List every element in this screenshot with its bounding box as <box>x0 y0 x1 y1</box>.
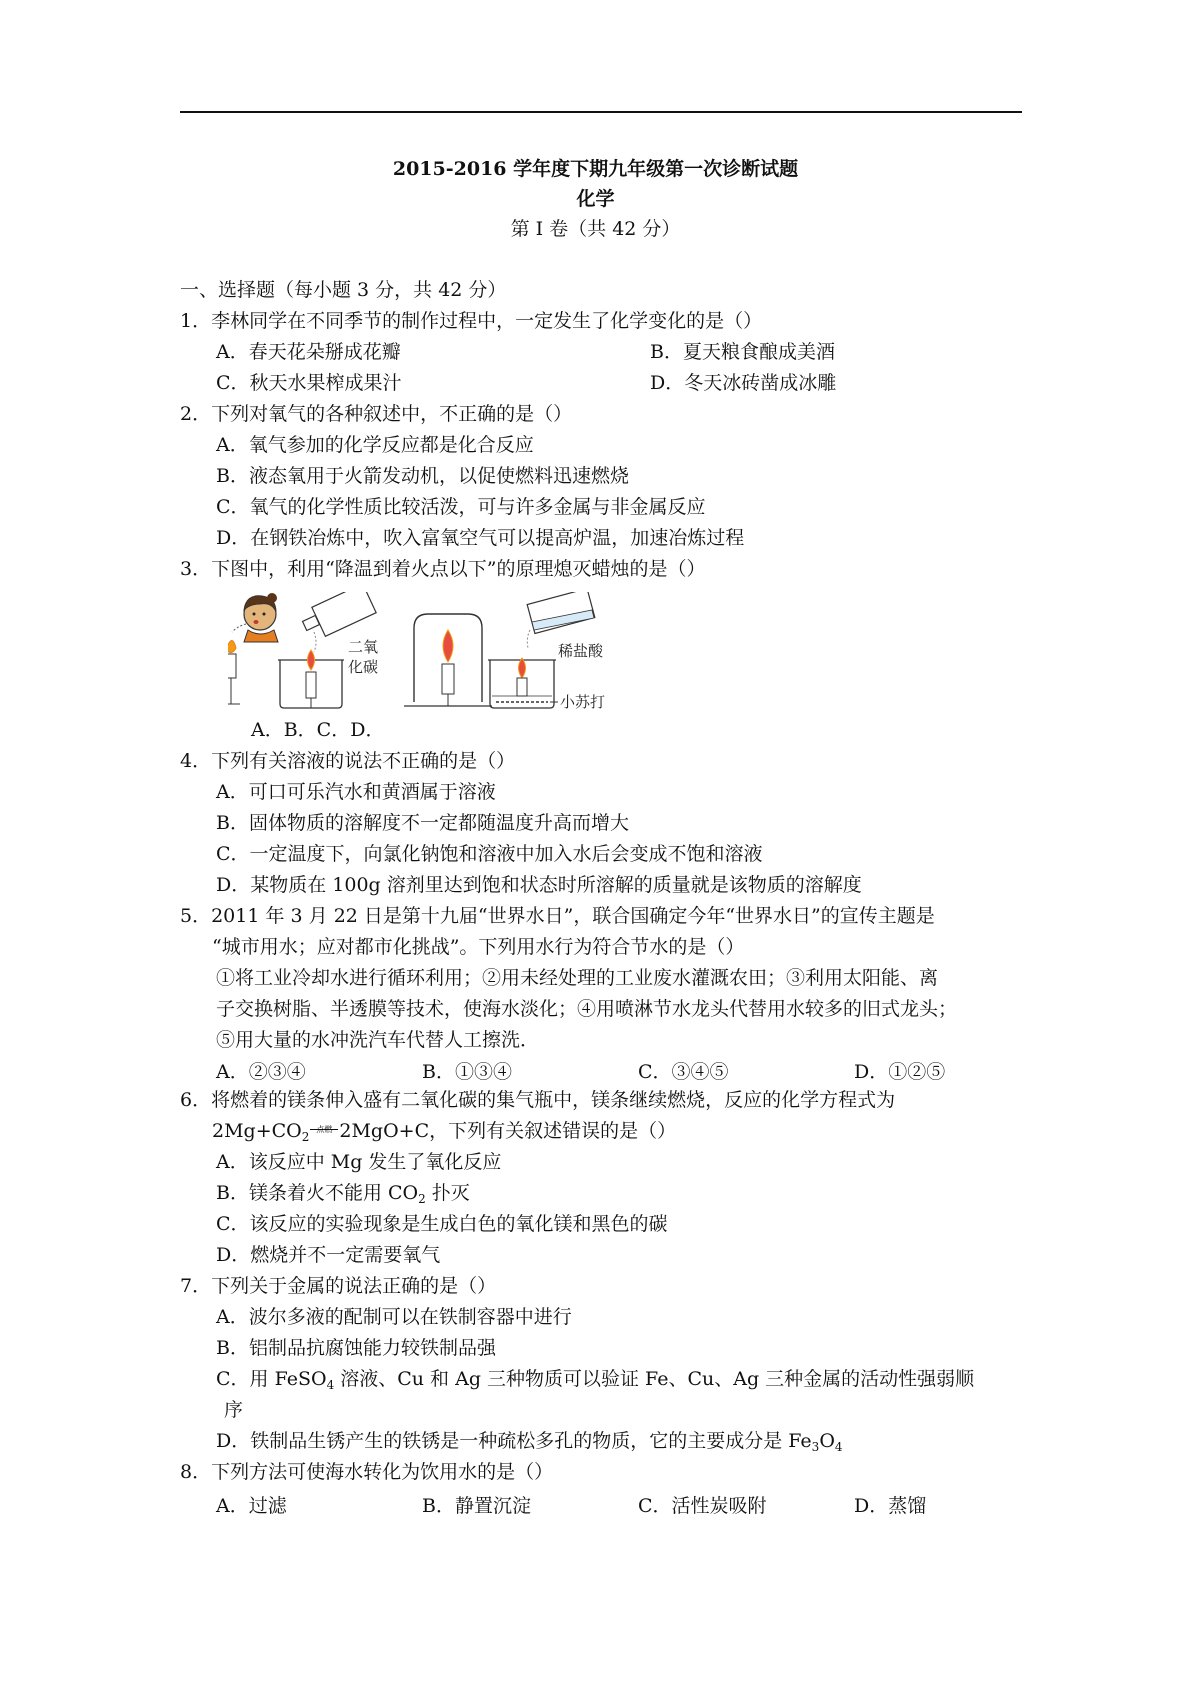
question-6-option-b <box>216 1181 470 1205</box>
question-8-stem: 8．下列方法可使海水转化为饮用水的是（） <box>180 1461 554 1483</box>
section-heading: 一、选择题（每小题 3 分，共 42 分） <box>180 279 507 301</box>
candle-experiment-figure <box>228 592 668 712</box>
header-rule <box>180 111 1022 113</box>
question-2-option-b: B．液态氧用于火箭发动机，以促使燃料迅速燃烧 <box>216 465 629 487</box>
question-4-option-a: A．可口可乐汽水和黄酒属于溶液 <box>216 781 496 803</box>
reaction-condition: 点燃 <box>316 1125 333 1134</box>
equation-subscript: 2 <box>301 1130 310 1144</box>
question-6-option-b-subscript: 2 <box>418 1192 426 1206</box>
question-6-stem-line-1: 6．将燃着的镁条伸入盛有二氧化碳的集气瓶中，镁条继续燃烧，反应的化学方程式为 <box>180 1089 896 1111</box>
question-6-option-d: D．燃烧并不一定需要氧气 <box>216 1244 441 1266</box>
question-7-option-d-text: D．铁制品生锈产生的铁锈是一种疏松多孔的物质，它的主要成分是 Fe <box>216 1430 812 1452</box>
question-8-option-b: B．静置沉淀 <box>422 1495 531 1517</box>
question-5-list-line-1: ①将工业冷却水进行循环利用；②用未经处理的工业废水灌溉农田；③利用太阳能、离 <box>216 967 939 989</box>
question-6-option-b-text: B．镁条着火不能用 CO <box>216 1182 419 1204</box>
question-6-option-b-tail: 扑灭 <box>425 1182 470 1204</box>
question-1-option-d: D．冬天冰砖凿成冰雕 <box>650 372 837 394</box>
question-5-list-line-2: 子交换树脂、半透膜等技术，使海水淡化；④用喷淋节水龙头代替用水较多的旧式龙头； <box>216 998 958 1020</box>
question-2-option-c: C．氧气的化学性质比较活泼，可与许多金属与非金属反应 <box>216 496 706 518</box>
question-8-option-d: D．蒸馏 <box>854 1495 927 1517</box>
question-5-option-d: D．①②⑤ <box>854 1061 946 1083</box>
question-5-list-line-3: ⑤用大量的水冲洗汽车代替人工擦洗． <box>216 1029 540 1051</box>
question-5-option-c: C．③④⑤ <box>638 1061 729 1083</box>
question-7-option-d-subscript-1: 3 <box>811 1440 820 1454</box>
svg-text:化碳: 化碳 <box>348 659 379 676</box>
question-7-option-c-subscript: 4 <box>326 1378 335 1392</box>
question-7-option-d-subscript-2: 4 <box>834 1440 843 1454</box>
volume-title: 第 I 卷（共 42 分） <box>510 218 681 240</box>
question-5-option-b: B．①③④ <box>422 1061 512 1083</box>
question-7-option-a: A．波尔多液的配制可以在铁制容器中进行 <box>216 1306 572 1328</box>
candle-under-bell-jar-illustration <box>404 614 492 706</box>
exam-title: 2015-2016 学年度下期九年级第一次诊断试题 <box>392 158 799 180</box>
question-7-option-c-tail: 溶液、Cu 和 Ag 三种物质可以验证 Fe、Cu、Ag 三种金属的活动性强弱顺 <box>334 1368 975 1390</box>
question-4-stem: 4．下列有关溶液的说法不正确的是（） <box>180 750 516 772</box>
reaction-arrow-bar <box>310 1129 338 1130</box>
beaker-hydrochloric-acid-illustration <box>488 592 605 711</box>
question-5-stem-line-2: “城市用水；应对都市化挑战”。下列用水行为符合节水的是（） <box>212 936 745 958</box>
girl-blowing-candle-illustration <box>228 593 278 704</box>
subject-title: 化学 <box>576 188 615 210</box>
question-3-stem: 3．下图中，利用“降温到着火点以下”的原理熄灭蜡烛的是（） <box>180 558 706 580</box>
question-4-option-c: C．一定温度下，向氯化钠饱和溶液中加入水后会变成不饱和溶液 <box>216 843 763 865</box>
reaction-condition-arrow <box>309 1119 339 1143</box>
question-5-options <box>216 1057 1022 1081</box>
question-8-option-a: A．过滤 <box>216 1495 287 1517</box>
question-6-equation <box>212 1119 676 1143</box>
question-8-option-c: C．活性炭吸附 <box>638 1495 767 1517</box>
question-6-option-a: A．该反应中 Mg 发生了氧化反应 <box>216 1151 502 1173</box>
question-5-option-a: A．②③④ <box>216 1061 306 1083</box>
question-7-option-c-text: C．用 FeSO <box>216 1368 327 1390</box>
question-4-option-b: B．固体物质的溶解度不一定都随温度升高而增大 <box>216 812 629 834</box>
question-1-option-a: A．春天花朵掰成花瓣 <box>216 341 401 363</box>
question-6-option-c: C．该反应的实验现象是生成白色的氧化镁和黑色的碳 <box>216 1213 668 1235</box>
equation-reactants: 2Mg+CO <box>212 1120 302 1142</box>
question-3-options: A．B．C．D． <box>251 719 385 741</box>
svg-text:小苏打: 小苏打 <box>560 694 606 711</box>
question-7-option-d <box>216 1429 843 1453</box>
question-2-option-a: A．氧气参加的化学反应都是化合反应 <box>216 434 534 456</box>
question-1-option-c: C．秋天水果榨成果汁 <box>216 372 402 394</box>
question-2-stem: 2．下列对氧气的各种叙述中，不正确的是（） <box>180 403 573 425</box>
question-4-option-d: D．某物质在 100g 溶剂里达到饱和状态时所溶解的质量就是该物质的溶解度 <box>216 874 862 896</box>
question-7-stem: 7．下列关于金属的说法正确的是（） <box>180 1275 497 1297</box>
question-1-option-b: B．夏天粮食酿成美酒 <box>650 341 835 363</box>
question-7-option-c-continuation: 序 <box>224 1399 244 1421</box>
question-1-stem: 1．李林同学在不同季节的制作过程中，一定发生了化学变化的是（） <box>180 310 763 332</box>
question-7-option-d-oxygen: O <box>819 1430 835 1452</box>
question-8-options <box>216 1491 1022 1515</box>
question-7-option-c <box>216 1367 974 1391</box>
beaker-carbon-dioxide-illustration <box>278 592 378 708</box>
svg-text:二氧: 二氧 <box>348 639 379 656</box>
question-7-option-b: B．铝制品抗腐蚀能力较铁制品强 <box>216 1337 496 1359</box>
question-5-stem-line-1: 5．2011 年 3 月 22 日是第十九届“世界水日”，联合国确定今年“世界水日”的宣传主题是 <box>180 905 935 927</box>
equation-products: 2MgO+C，下列有关叙述错误的是（） <box>339 1120 677 1142</box>
svg-text:稀盐酸: 稀盐酸 <box>558 643 604 660</box>
question-2-option-d: D．在钢铁冶炼中，吹入富氧空气可以提高炉温，加速冶炼过程 <box>216 527 745 549</box>
